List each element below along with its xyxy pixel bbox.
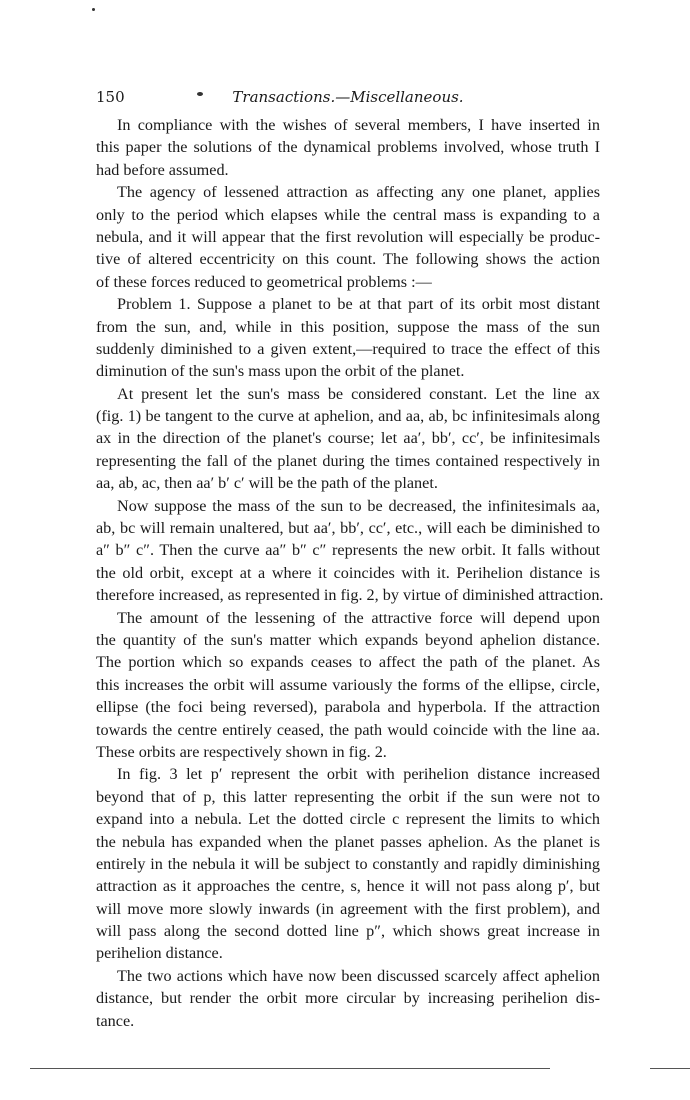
text-line: In compliance with the wishes of several members, I have inserted in — [117, 116, 600, 134]
paragraph — [96, 383, 600, 495]
text-line: The amount of the lessening of the attractive force will depend upon — [117, 608, 600, 627]
paragraph — [96, 114, 600, 181]
text-line: The agency of lessened attraction as affecting any one planet, applies — [117, 183, 600, 202]
text-line: The portion which so expands ceases to affect the path of the planet. As — [96, 653, 600, 672]
text-line: representing the fall of the planet during the times contained respectively in — [96, 451, 600, 470]
text-line: suddenly diminished to a given extent,—required to trace the effect of this — [96, 339, 600, 358]
footer-rule — [30, 1068, 550, 1069]
paragraph — [96, 495, 604, 607]
text-line: distance, but render the orbit more circular by increasing perihelion dis- — [96, 989, 600, 1008]
text-line: this paper the solutions of the dynamical problems involved, whose truth I — [96, 138, 600, 157]
paragraph — [96, 965, 600, 1032]
text-line: only to the period which elapses while the central mass is expanding to a — [96, 205, 600, 224]
text-line: Problem 1. Suppose a planet to be at that part of its orbit most distant — [117, 295, 600, 314]
paragraph — [96, 763, 600, 965]
text-line: perihelion distance. — [96, 944, 223, 963]
text-line: this increases the orbit will assume variously the forms of the ellipse, circle, — [96, 675, 600, 694]
text-line: will pass along the second dotted line p″, which shows great increase in — [96, 922, 600, 941]
text-line: tance. — [96, 1011, 135, 1030]
text-line: attraction as it approaches the centre, s, hence it will not pass along p′, but — [96, 877, 600, 896]
text-line: the old orbit, except at a where it coincides with it. Perihelion distance is — [96, 563, 600, 582]
text-line: tive of altered eccentricity on this count. The following shows the action — [96, 250, 600, 269]
paragraph — [96, 293, 600, 383]
running-title: Transactions.—Miscellaneous. — [232, 88, 464, 106]
text-line: from the sun, and, while in this position, suppose the mass of the sun — [96, 317, 600, 336]
text-line: the nebula has expanded when the planet passes aphelion. As the planet is — [96, 832, 600, 851]
text-line: aa, ab, ac, then aa′ b′ c′ will be the path of the planet. — [96, 474, 438, 493]
text-line: In fig. 3 let p′ represent the orbit with perihelion distance increased — [117, 765, 600, 784]
text-line: towards the centre entirely ceased, the path would coincide with the line aa. — [96, 720, 600, 739]
text-line: will move more slowly inwards (in agreement with the first problem), and — [96, 899, 600, 918]
text-line: ellipse (the foci being reversed), parabola and hyperbola. If the attraction — [96, 698, 600, 717]
text-line: expand into a nebula. Let the dotted circle c represent the limits to which — [96, 810, 600, 829]
text-line: (fig. 1) be tangent to the curve at aphelion, and aa, ab, bc infinitesimals along — [96, 407, 600, 426]
footer-rule — [650, 1068, 690, 1069]
text-line: Now suppose the mass of the sun to be decreased, the infinitesimals aa, — [117, 496, 600, 515]
text-line: entirely in the nebula it will be subject to constantly and rapidly diminishing — [96, 854, 600, 873]
text-line: nebula, and it will appear that the first revolution will especially be produc- — [96, 227, 600, 246]
text-line: of these forces reduced to geometrical problems :— — [96, 272, 432, 291]
text-line: At present let the sun's mass be considered constant. Let the line ax — [117, 384, 600, 403]
text-line: diminution of the sun's mass upon the orbit of the planet. — [96, 362, 465, 381]
text-line: The two actions which have now been discussed scarcely affect aphelion — [117, 966, 600, 985]
text-line: These orbits are respectively shown in fig. 2. — [96, 742, 387, 761]
page-number: 150 — [96, 88, 125, 106]
text-line: beyond that of p, this latter representing the orbit if the sun were not to — [96, 787, 600, 806]
text-line: ax in the direction of the planet's course; let aa′, bb′, cc′, be infinitesimals — [96, 429, 600, 448]
text-line: had before assumed. — [96, 160, 229, 179]
paragraph — [96, 607, 600, 764]
page-header — [96, 88, 600, 110]
text-line: the quantity of the sun's matter which expands beyond aphelion distance. — [96, 630, 600, 649]
text-line: therefore increased, as represented in fig. 2, by virtue of diminished attraction. — [96, 586, 604, 605]
text-line: ab, bc will remain unaltered, but aa′, bb′, cc′, etc., will each be diminished to — [96, 519, 600, 538]
text-line: a″ b″ c″. Then the curve aa″ b″ c″ represents the new orbit. It falls without — [96, 541, 600, 560]
page-body — [96, 114, 604, 1032]
paragraph — [96, 181, 600, 293]
scan-speck — [92, 8, 95, 11]
